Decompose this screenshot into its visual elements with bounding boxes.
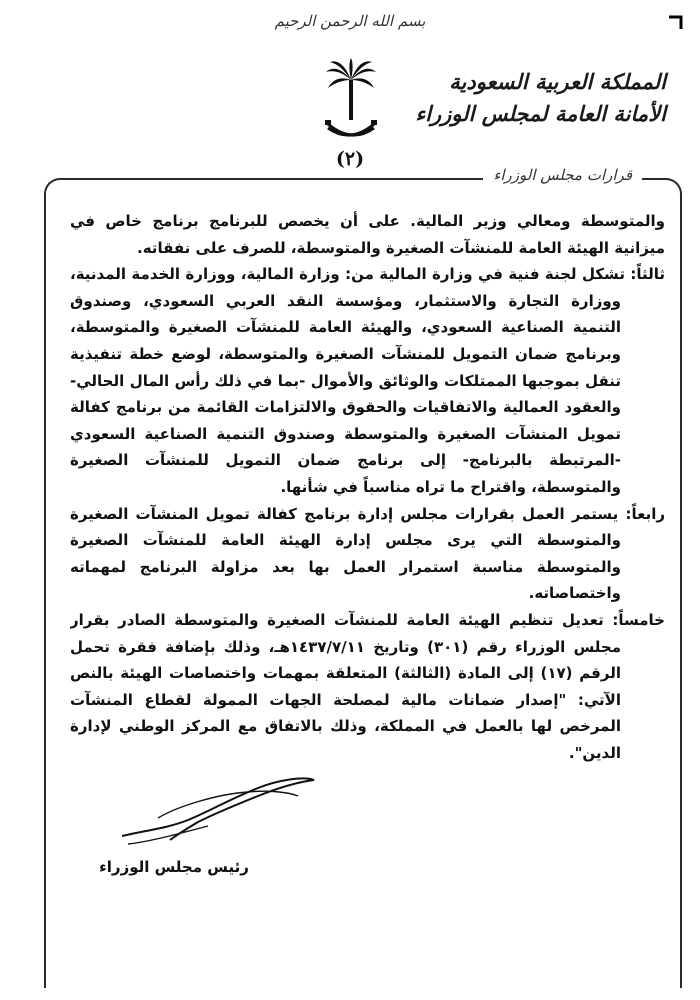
paragraph-text: : تشكل لجنة فنية في وزارة المالية من: وزارة المالية، ووزارة الخدمة المدنية، ووزارة التجارة والاستثمار، ومؤسسة النقد العربي السعودي، وصندوق التنمية الصناعية السعودي، والهيئة العامة للمنشآت الصغيرة والمتوسطة، وبرنامج ضمان التمويل للمنشآت الصغيرة والمتوسطة، لوضع خطة تنفيذية تنقل بموجبها الممتلكات والوثائق والأموال -بما في ذلك رأس المال الحالي- والعقود العمالية والاتفاقيات والحقوق والالتزامات القائمة من برنامج كفالة تمويل المنشآت الصغيرة والمتوسطة وصندوق التنمية الصناعية السعودي -المرتبطة بالبرنامج- إلى برنامج ضمان التمويل للمنشآت الصغيرة والمتوسطة، واقتراح ما تراه مناسباً في شأنها. [70, 265, 637, 496]
paragraph-lead: رابعاً [631, 504, 665, 523]
signature-icon [118, 770, 318, 850]
paragraph-third [70, 261, 665, 500]
paragraph-fifth [70, 607, 665, 767]
paragraph-text: والمتوسطة ومعالي وزير المالية. على أن يخصص للبرنامج برنامج خاص في ميزانية الهيئة العامة للمنشآت الصغيرة والمتوسطة، للصرف على نفقاته. [70, 212, 665, 257]
paragraph-continuation [70, 208, 665, 261]
paragraph-fourth [70, 501, 665, 607]
paragraph-text: : يستمر العمل بقرارات مجلس إدارة برنامج كفالة تمويل المنشآت الصغيرة والمتوسطة التي يرى مجلس إدارة الهيئة العامة للمنشآت الصغيرة والمتوسطة مناسبة استمرار العمل بها بعد مزاولة البرنامج لمهماته واختصاصاته. [70, 504, 632, 603]
decision-body [70, 208, 665, 808]
secretariat-title: الأمانة العامة لمجلس الوزراء [415, 101, 666, 126]
section-label: قرارات مجلس الوزراء [483, 166, 642, 184]
page-number: (٢) [335, 148, 365, 170]
paragraph-lead: خامساً [618, 610, 665, 629]
letterhead [415, 66, 666, 130]
saudi-emblem-icon [322, 58, 380, 148]
signatory-title: رئيس مجلس الوزراء [99, 858, 249, 876]
paragraph-text: : تعديل تنظيم الهيئة العامة للمنشآت الصغيرة والمتوسطة الصادر بقرار مجلس الوزراء رقم (٣٠١) وتاريخ ١٤٣٧/٧/١١هـ، وذلك بإضافة فقرة تحمل الرقم (١٧) إلى المادة (الثالثة) المتعلقة بمهمات واختصاصات الهيئة بالنص الآتي: "إصدار ضمانات مالية لمصلحة الجهات الممولة لقطاع المنشآت المرخص لها بالعمل في المملكة، وذلك بالاتفاق مع المركز الوطني لإدارة الدين". [70, 610, 621, 762]
kingdom-title: المملكة العربية السعودية [449, 69, 666, 94]
basmala: بسم الله الرحمن الرحيم [274, 12, 426, 30]
paragraph-lead: ثالثاً [636, 265, 665, 284]
